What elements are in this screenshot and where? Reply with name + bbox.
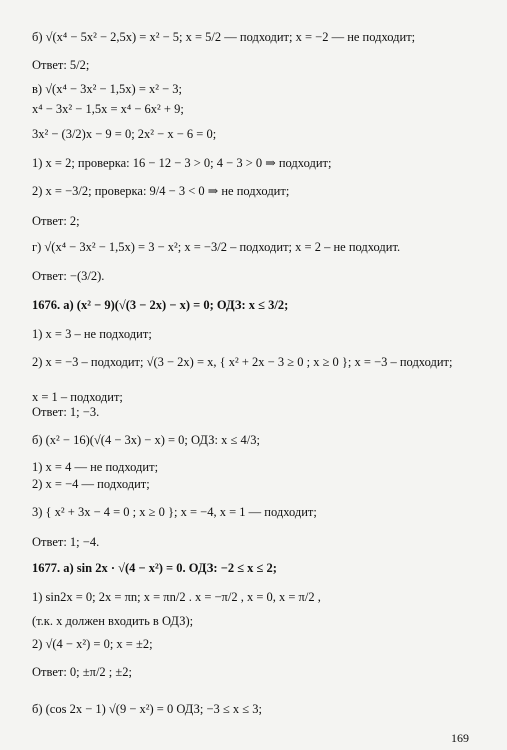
line-22: 1) sin2x = 0; 2x = πn; x = πn/2 . x = −π/2 , x = 0, x = π/2 , (32, 590, 321, 604)
line-6: 1) x = 2; проверка: 16 − 12 − 3 > 0; 4 − 3 > 0 ⇒ подходит; (32, 156, 332, 170)
line-10: Ответ: −(3/2). (32, 269, 105, 283)
line-20: Ответ: 1; −4. (32, 535, 100, 549)
line-21: 1677. а) sin 2x · √(4 − x²) = 0. ОДЗ: −2 ≤ x ≤ 2; (32, 561, 277, 575)
line-25: Ответ: 0; ±π/2 ; ±2; (32, 665, 132, 679)
line-15: Ответ: 1; −3. (32, 405, 100, 419)
line-3: в) √(x⁴ − 3x² − 1,5x) = x² − 3; (32, 82, 183, 96)
line-16: б) (x² − 16)(√(4 − 3x) − x) = 0; ОДЗ: x ≤ 4/3; (32, 433, 260, 447)
line-17: 1) x = 4 — не подходит; (32, 460, 159, 474)
line-4: x⁴ − 3x² − 1,5x = x⁴ − 6x² + 9; (32, 102, 184, 116)
line-2: Ответ: 5/2; (32, 58, 90, 72)
line-7: 2) x = −3/2; проверка: 9/4 − 3 < 0 ⇒ не подходит; (32, 184, 290, 198)
line-1: б) √(x⁴ − 5x² − 2,5x) = x² − 5; x = 5/2 — подходит; x = −2 — не подходит; (32, 30, 416, 44)
line-12: 1) x = 3 – не подходит; (32, 327, 152, 341)
line-5: 3x² − (3/2)x − 9 = 0; 2x² − x − 6 = 0; (32, 127, 217, 141)
line-11: 1676. а) (x² − 9)(√(3 − 2x) − x) = 0; ОДЗ: x ≤ 3/2; (32, 298, 289, 312)
line-13: 2) x = −3 – подходит; √(3 − 2x) = x, { x² + 2x − 3 ≥ 0 ; x ≥ 0 }; x = −3 – подходит; (32, 355, 453, 369)
line-8: Ответ: 2; (32, 214, 80, 228)
line-14: x = 1 – подходит; (32, 390, 123, 404)
line-24: 2) √(4 − x²) = 0; x = ±2; (32, 637, 153, 651)
page-number: 169 (451, 731, 469, 745)
line-23: (т.к. x должен входить в ОДЗ); (32, 614, 194, 628)
line-9: г) √(x⁴ − 3x² − 1,5x) = 3 − x²; x = −3/2 – подходит; x = 2 – не подходит. (32, 240, 401, 254)
line-26: б) (cos 2x − 1) √(9 − x²) = 0 ОДЗ; −3 ≤ x ≤ 3; (32, 702, 262, 716)
line-18: 2) x = −4 — подходит; (32, 477, 150, 491)
line-19: 3) { x² + 3x − 4 = 0 ; x ≥ 0 }; x = −4, x = 1 — подходит; (32, 505, 317, 519)
